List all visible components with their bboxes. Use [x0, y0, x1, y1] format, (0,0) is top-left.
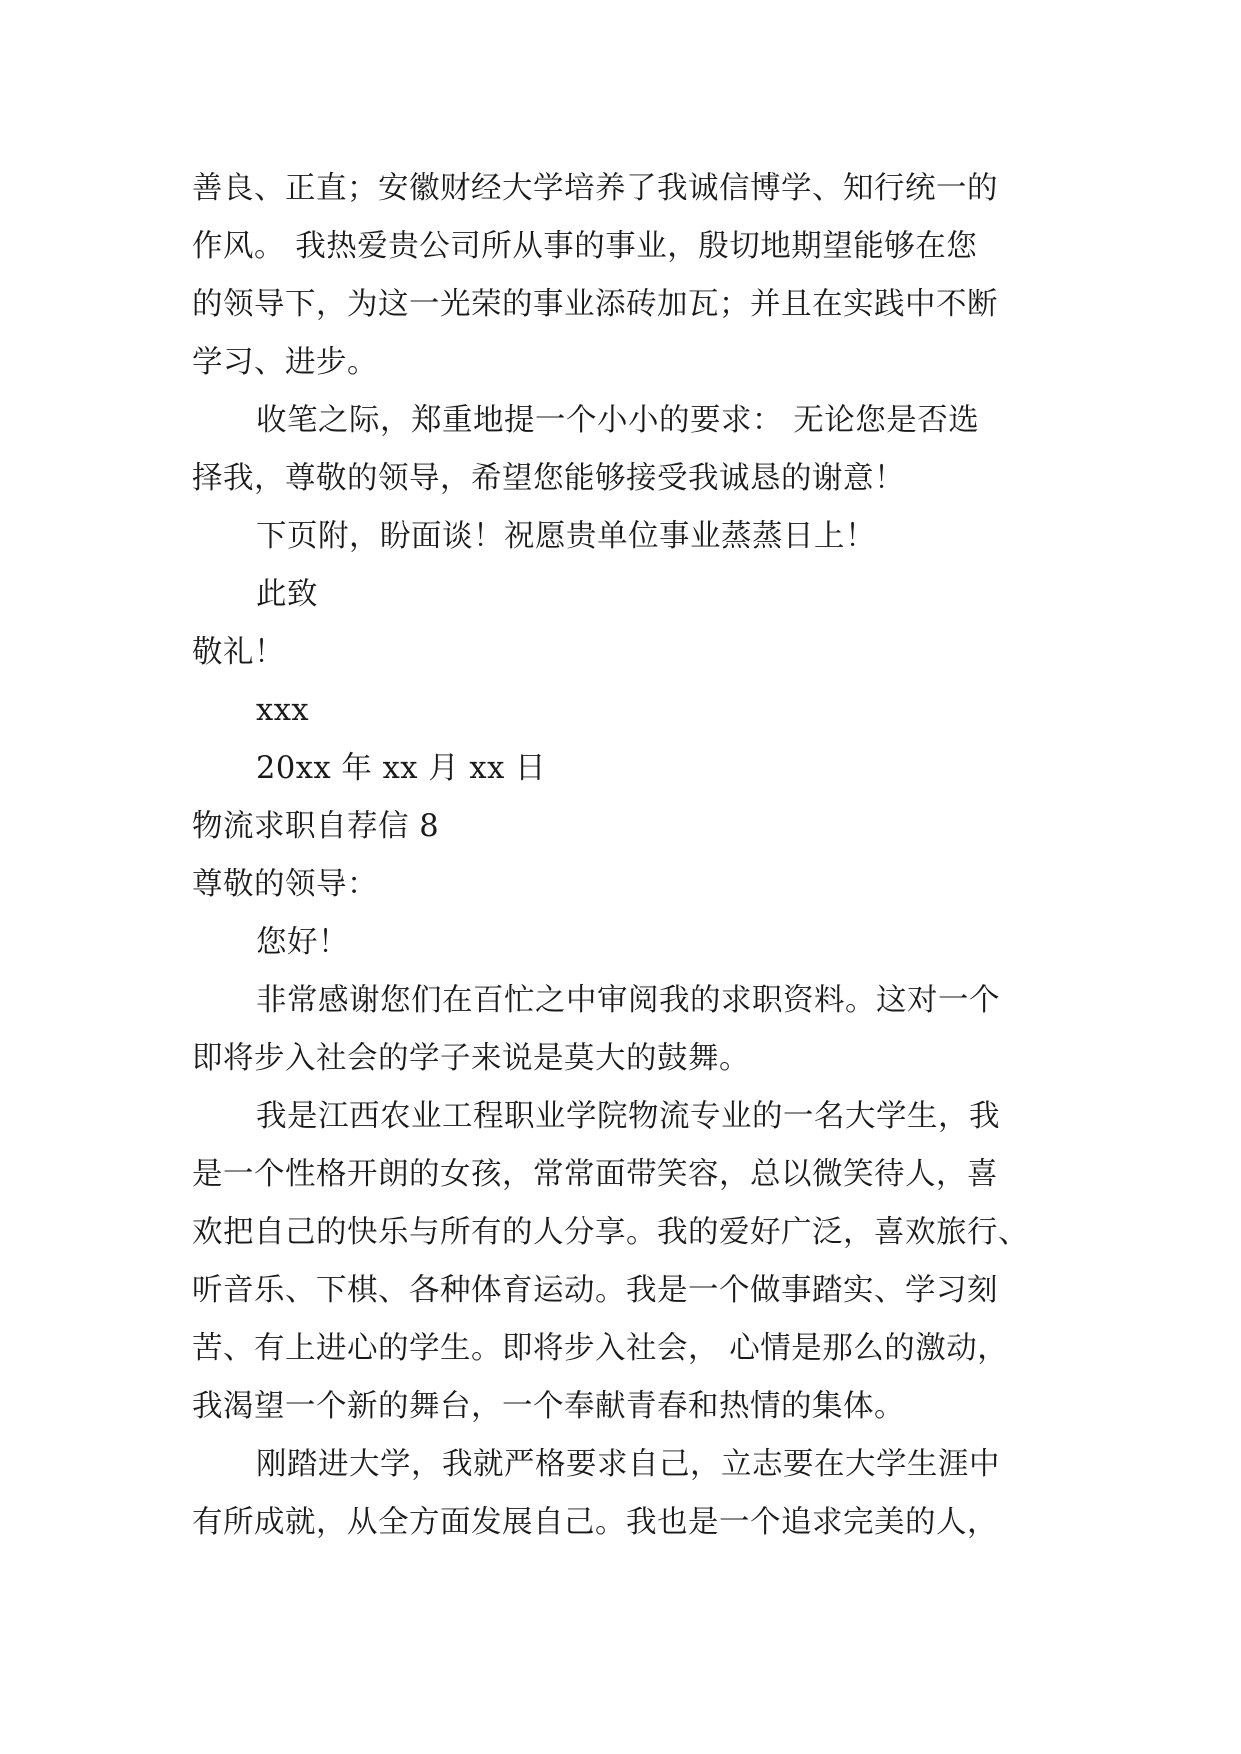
- signature-name: xxx: [256, 693, 310, 728]
- text-line: 我渴望一个新的舞台，一个奉献青春和热情的集体。: [192, 1389, 905, 1424]
- closing-salutation: 此致: [256, 577, 318, 612]
- text-line: 择我，尊敬的领导，希望您能够接受我诚恳的谢意！: [192, 461, 905, 496]
- text-line: 刚踏进大学，我就严格要求自己，立志要在大学生涯中: [256, 1447, 1000, 1482]
- text-line: 的领导下，为这一光荣的事业添砖加瓦；并且在实践中不断: [192, 287, 998, 322]
- signature-date: 20xx 年 xx 月 xx 日: [256, 751, 546, 786]
- text-line: 善良、正直；安徽财经大学培养了我诚信博学、知行统一的: [192, 171, 998, 206]
- text-line: 非常感谢您们在百忙之中审阅我的求职资料。这对一个: [256, 983, 1000, 1018]
- text-line: 苦、有上进心的学生。即将步入社会， 心情是那么的激动，: [192, 1331, 1009, 1366]
- text-line: 我是江西农业工程职业学院物流专业的一名大学生，我: [256, 1099, 1000, 1134]
- greeting-recipient: 尊敬的领导：: [192, 867, 378, 902]
- text-line: 收笔之际，郑重地提一个小小的要求： 无论您是否选: [256, 403, 980, 438]
- text-line: 欢把自己的快乐与所有的人分享。我的爱好广泛，喜欢旅行、: [192, 1215, 1029, 1250]
- text-line: 作风。 我热爱贵公司所从事的事业，殷切地期望能够在您: [192, 229, 978, 264]
- text-line: 学习、进步。: [192, 345, 378, 380]
- text-line: 有所成就，从全方面发展自己。我也是一个追求完美的人，: [192, 1505, 998, 1540]
- letter-body: [192, 160, 1052, 1552]
- greeting-hello: 您好！: [256, 925, 349, 960]
- closing-respect: 敬礼！: [192, 635, 285, 670]
- text-line: 是一个性格开朗的女孩，常常面带笑容，总以微笑待人，喜: [192, 1157, 998, 1192]
- section-title: 物流求职自荐信 8: [192, 809, 440, 844]
- text-line: 即将步入社会的学子来说是莫大的鼓舞。: [192, 1041, 750, 1076]
- text-line: 听音乐、下棋、各种体育运动。我是一个做事踏实、学习刻: [192, 1273, 998, 1308]
- text-line: 下页附，盼面谈！祝愿贵单位事业蒸蒸日上！: [256, 519, 876, 554]
